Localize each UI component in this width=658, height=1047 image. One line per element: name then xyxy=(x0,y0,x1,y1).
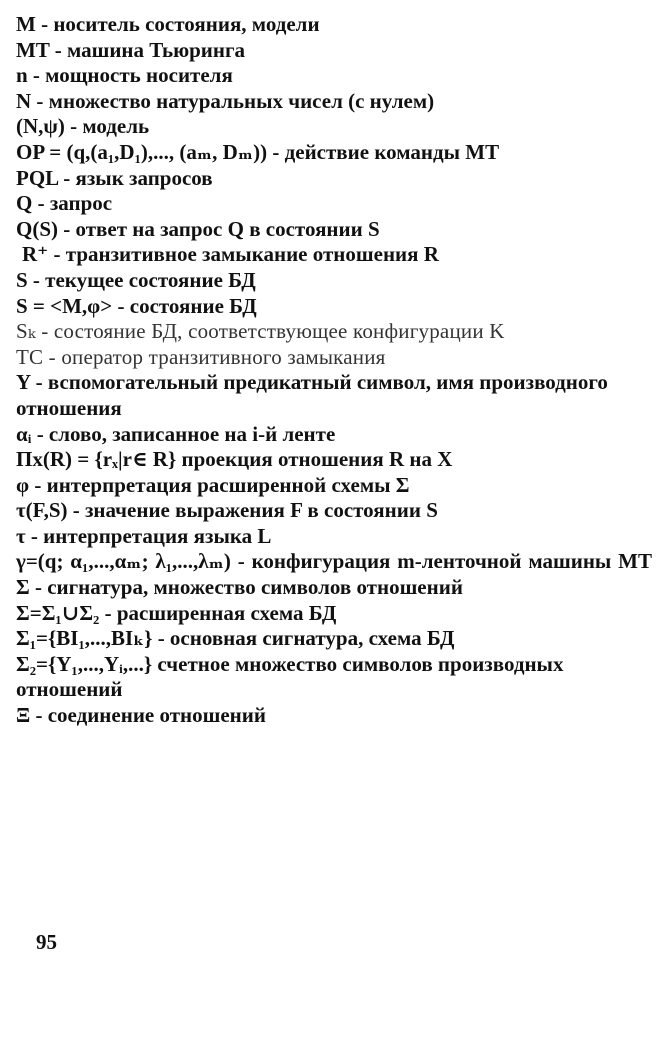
entry-sigma-extended: Σ=Σ₁∪Σ₂ - расширенная схема БД xyxy=(16,600,337,625)
page-number: 95 xyxy=(36,930,57,954)
entry-sigma-1: Σ₁={BI₁,...,BIₖ} - основная сигнатура, схема БД xyxy=(16,626,455,651)
entry-m: M - носитель состояния, модели xyxy=(16,12,320,36)
entry-tau-fs: τ(F,S) - значение выражения F в состоянии S xyxy=(16,498,438,523)
notation-list xyxy=(16,12,652,729)
entry-s-state: S = <M,φ> - состояние БД xyxy=(16,293,257,318)
entry-projection: Πx(R) = {rₓ|r∈ R} проекция отношения R на X xyxy=(16,447,453,472)
entry-n-power: n - мощность носителя xyxy=(16,63,233,88)
entry-n-naturals: N - множество натуральных чисел (с нулем) xyxy=(16,88,435,113)
entry-mt: MT - машина Тьюринга xyxy=(16,37,246,62)
entry-sk: Sₖ - состояние БД, соответствующее конфигурации K xyxy=(16,319,505,344)
entry-xi: Ξ - соединение отношений xyxy=(16,703,266,728)
entry-sigma-2: Σ₂={Y₁,...,Yᵢ,...} счетное множество символов производных отношений xyxy=(16,651,564,702)
entry-model: (N,ψ) - модель xyxy=(16,114,150,139)
entry-r-plus: R⁺ - транзитивное замыкание отношения R xyxy=(22,242,439,267)
entry-y: Y - вспомогательный предикатный символ, имя производного отношения xyxy=(16,370,608,420)
entry-gamma: γ=(q; α₁,...,αₘ; λ₁,...,λₘ) - конфигурация m-ленточной машины MT xyxy=(16,549,652,574)
entry-pql: PQL - язык запросов xyxy=(16,165,213,190)
entry-phi: φ - интерпретация расширенной схемы Σ xyxy=(16,472,410,497)
entry-s-current: S - текущее состояние БД xyxy=(16,267,256,292)
entry-sigma: Σ - сигнатура, множество символов отношений xyxy=(16,575,463,600)
entry-tc: TC - оператор транзитивного замыкания xyxy=(16,344,386,369)
entry-q: Q - запрос xyxy=(16,191,113,216)
entry-alpha: αᵢ - слово, записанное на i-й ленте xyxy=(16,421,336,446)
entry-op: OP = (q,(a₁,D₁),..., (aₘ, Dₘ)) - действие команды MT xyxy=(16,139,500,164)
entry-tau: τ - интерпретация языка L xyxy=(16,523,272,548)
entry-qs: Q(S) - ответ на запрос Q в состоянии S xyxy=(16,216,380,241)
